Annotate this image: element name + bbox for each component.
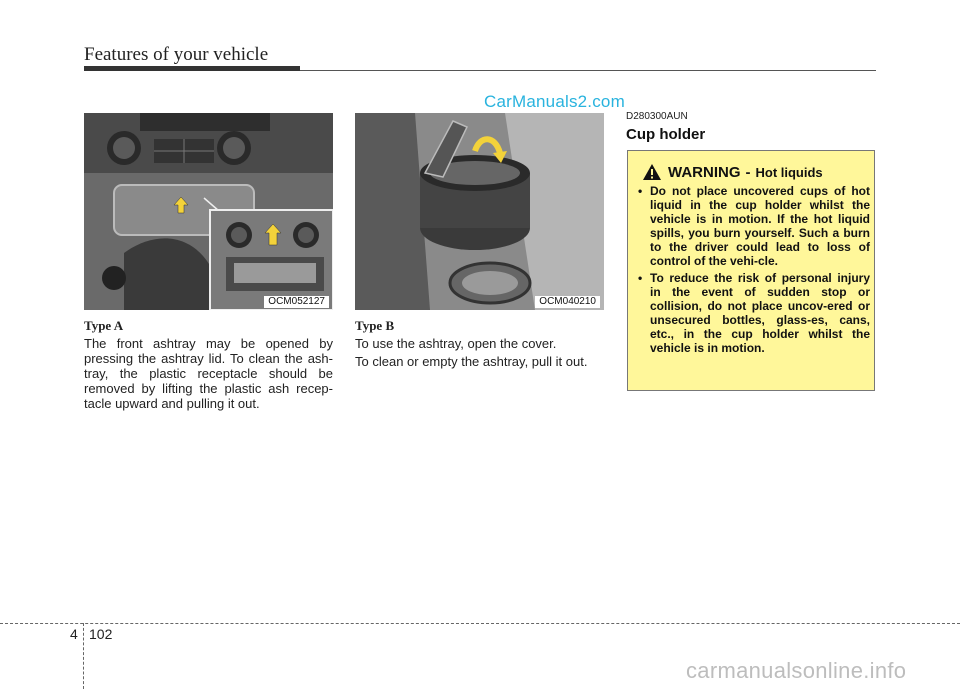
chapter-number: 4 <box>70 626 78 642</box>
warning-list <box>636 184 870 358</box>
type-a-section <box>84 318 333 414</box>
type-a-body: The front ashtray may be opened by pressing the ashtray lid. To clean the ash-tray, the plastic receptacle should be removed by lifting the plastic ash recep-tacle upward and pulling it out. <box>84 336 333 411</box>
watermark-link[interactable]: CarManuals2.com <box>484 92 625 111</box>
warning-header <box>642 162 823 182</box>
header-rule-thin <box>300 70 876 71</box>
photo-type-a-ashtray <box>84 113 333 310</box>
warning-dash: - <box>745 163 751 181</box>
footer-rule <box>0 623 960 624</box>
footer-watermark-link[interactable]: carmanualsonline.info <box>686 658 907 683</box>
warning-box <box>627 150 875 391</box>
footer-vertical-rule <box>83 623 84 689</box>
bullet-icon: • <box>638 271 643 285</box>
type-b-line-2: To clean or empty the ashtray, pull it out. <box>355 354 588 369</box>
type-a-label: Type A <box>84 318 124 333</box>
type-b-label: Type B <box>355 318 395 333</box>
type-b-line-1: To use the ashtray, open the cover. <box>355 336 557 351</box>
ashtray-type-a-illustration <box>84 113 333 310</box>
warning-triangle-icon <box>642 163 662 181</box>
photo-type-b-ashtray <box>355 113 604 310</box>
warning-item <box>636 271 870 355</box>
type-b-section <box>355 318 607 372</box>
warning-subtitle: Hot liquids <box>755 164 823 180</box>
page-header-title: Features of your vehicle <box>84 44 269 65</box>
warning-item-text: Do not place uncovered cups of hot liquid in the cup holder whilst the vehicle is in motion. If the hot liquid spills, you burn yourself. Such a burn to the driver could lead to loss of control of the vehi-cle. <box>650 184 870 268</box>
section-code: D280300AUN <box>626 111 688 122</box>
warning-item <box>636 184 870 268</box>
photo-code-label: OCM040210 <box>535 296 600 308</box>
header-rule-thick <box>84 66 300 71</box>
warning-item-text: To reduce the risk of personal injury in the event of sudden stop or collision, do not place uncov-ered or unsecured bottles, glass-es, cans, etc., in the cup holder whilst the vehicle is in motion. <box>650 271 870 355</box>
page-number: 102 <box>89 626 113 642</box>
ashtray-type-b-illustration <box>355 113 604 310</box>
photo-code-label: OCM052127 <box>264 296 329 308</box>
bullet-icon: • <box>638 184 643 198</box>
warning-word: WARNING <box>668 163 741 181</box>
section-title: Cup holder <box>626 126 706 143</box>
